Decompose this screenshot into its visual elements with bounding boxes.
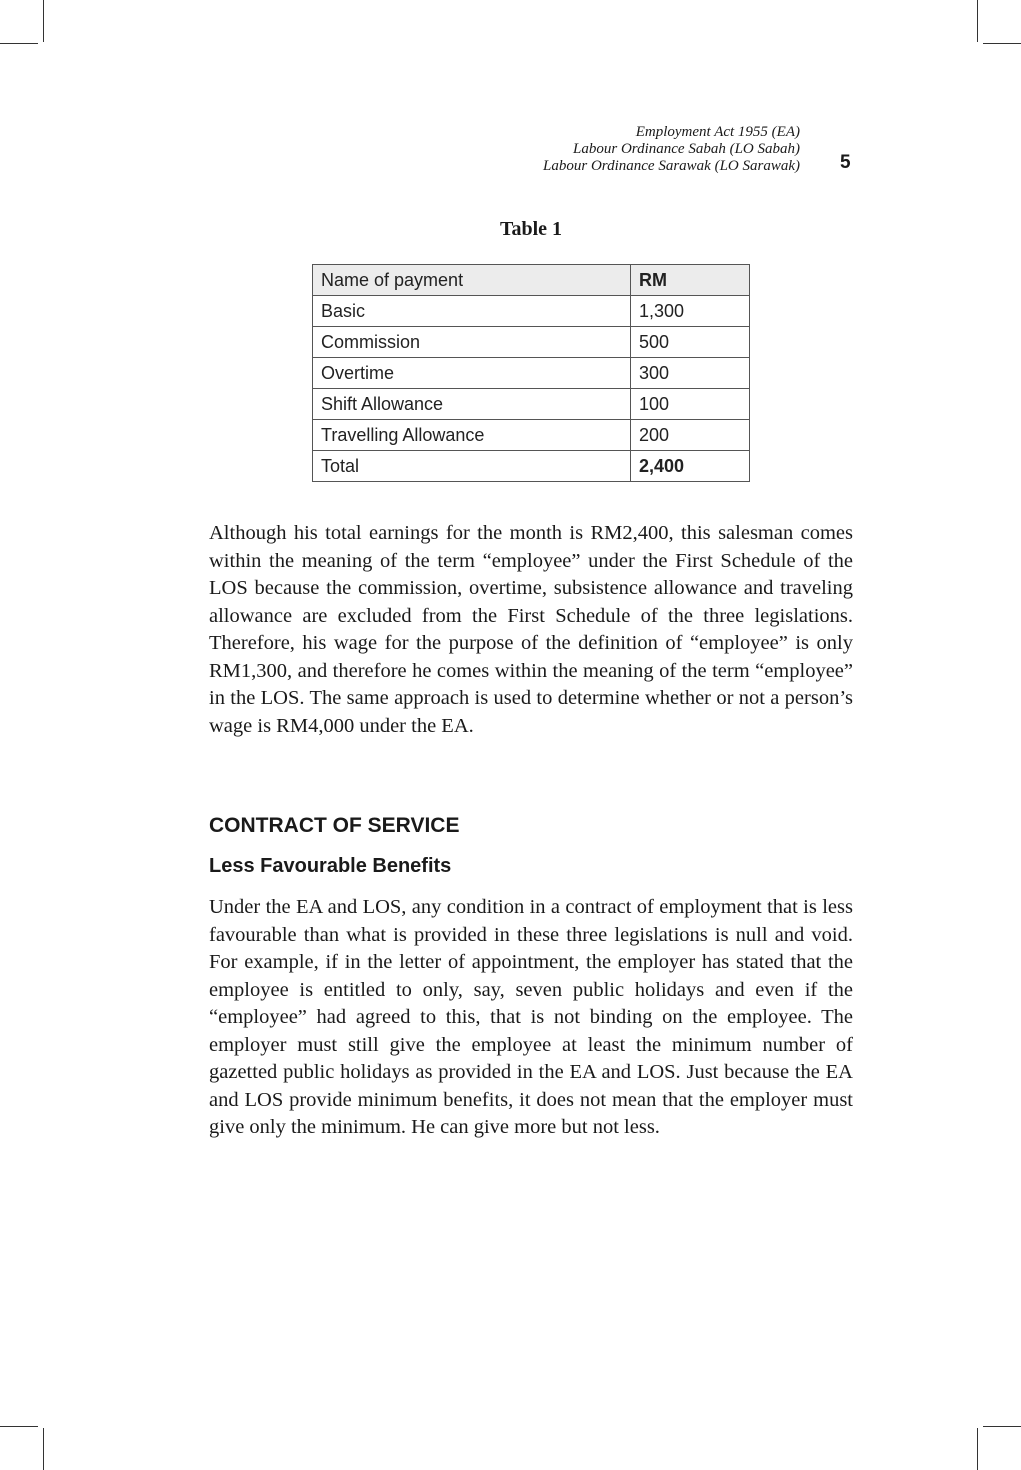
table-header-cell: Name of payment (313, 265, 631, 296)
table-total-value: 2,400 (631, 451, 750, 482)
running-header-line: Labour Ordinance Sabah (LO Sabah) (573, 141, 800, 157)
table-cell: Travelling Allowance (313, 420, 631, 451)
crop-mark (977, 1428, 978, 1470)
table-cell: 200 (631, 420, 750, 451)
running-header (420, 124, 800, 175)
table-row (313, 389, 750, 420)
table-row (313, 420, 750, 451)
running-header-line: Employment Act 1955 (EA) (635, 124, 800, 140)
table-row (313, 296, 750, 327)
table-row (313, 327, 750, 358)
crop-mark (43, 1428, 44, 1470)
table-cell: Basic (313, 296, 631, 327)
table-cell: 100 (631, 389, 750, 420)
crop-mark (977, 0, 978, 42)
body-paragraph: Under the EA and LOS, any condition in a contract of employment that is less favourable than what is provided in these three legislations is null and void. For example, if in the letter of appointment, the employer has stated that the employee is entitled to only, say, seven public holidays and even if the “employee” had agreed to this, that is not binding on the employee. The employer must still give the employee at least the minimum number of gazetted public holidays as provided in the EA and LOS. Just because the EA and LOS provide minimum benefits, it does not mean that the employer must give only the minimum. He can give more but not less. (209, 896, 853, 1138)
body-paragraph: Although his total earnings for the month is RM2,400, this salesman comes within the meaning of the term “employee” under the First Schedule of the LOS because the commission, overtime, subsistence allowance and traveling allowance are excluded from the First Schedule of the three legislations. Therefore, his wage for the purpose of the definition of “employee” is only RM1,300, and therefore he comes within the meaning of the term “employee” in the LOS. The same approach is used to determine whether or not a person’s wage is RM4,000 under the EA. (209, 522, 853, 737)
table-cell: 300 (631, 358, 750, 389)
running-header-line: Labour Ordinance Sarawak (LO Sarawak) (543, 158, 800, 174)
table-cell: Shift Allowance (313, 389, 631, 420)
subsection-heading: Less Favourable Benefits (209, 855, 452, 877)
table-cell: 500 (631, 327, 750, 358)
table-cell: Total (313, 451, 631, 482)
crop-mark (983, 1426, 1021, 1427)
table-header-row (313, 265, 750, 296)
table-row (313, 358, 750, 389)
table-cell: Commission (313, 327, 631, 358)
section-heading: CONTRACT OF SERVICE (209, 814, 460, 837)
crop-mark (0, 43, 38, 44)
table-total-row (313, 451, 750, 482)
page-number: 5 (840, 152, 851, 173)
table-cell: 1,300 (631, 296, 750, 327)
table-title: Table 1 (499, 218, 563, 240)
table-cell: Overtime (313, 358, 631, 389)
crop-mark (0, 1426, 38, 1427)
crop-mark (983, 43, 1021, 44)
payments-table (312, 264, 750, 482)
crop-mark (43, 0, 44, 42)
table-header-cell: RM (631, 265, 750, 296)
